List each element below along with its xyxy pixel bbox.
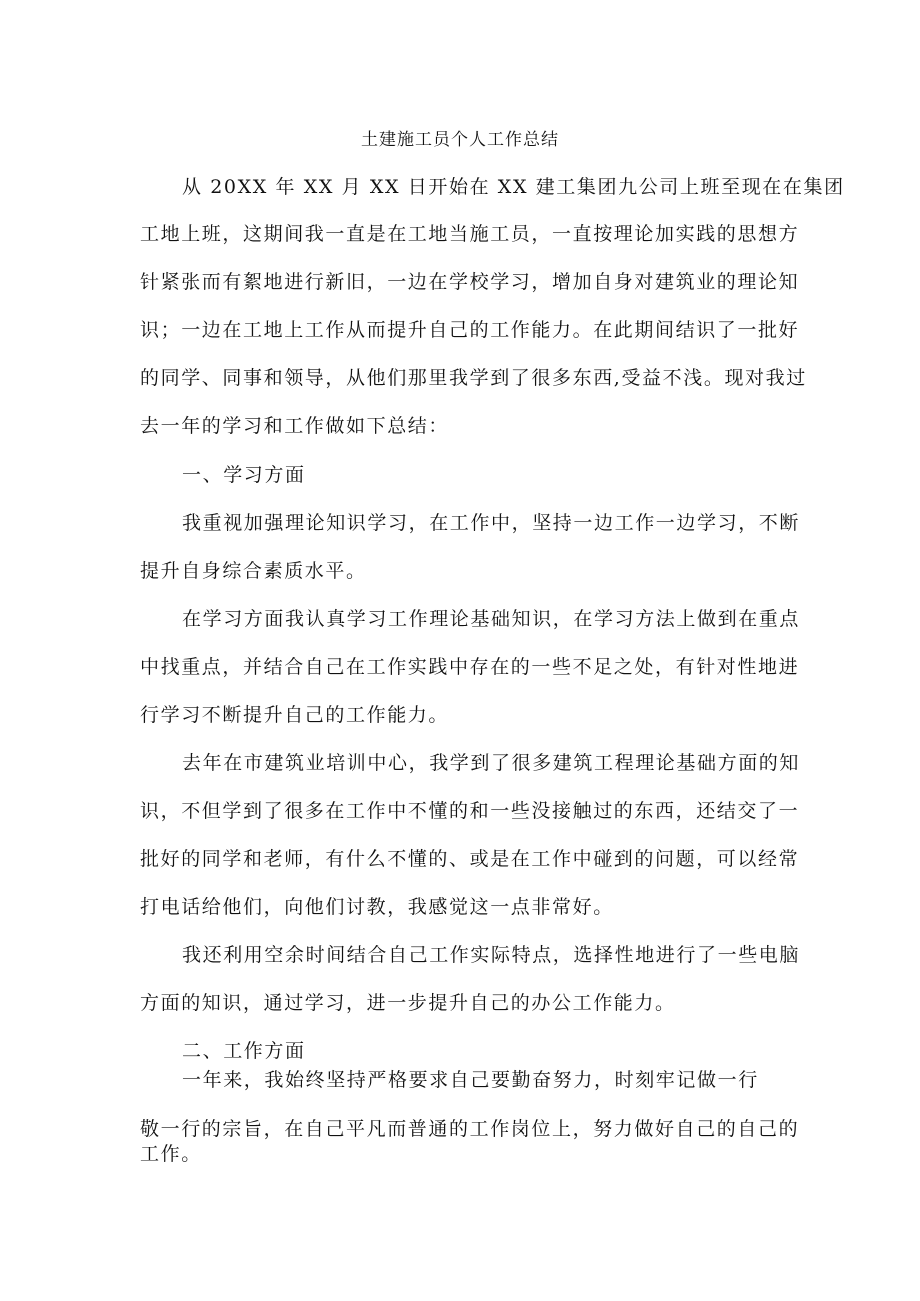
paragraph-line: 去一年的学习和工作做如下总结： — [140, 415, 450, 437]
paragraph-line: 工作。 — [140, 1143, 202, 1165]
section-heading: 二、工作方面 — [182, 1040, 306, 1062]
paragraph-line: 我还利用空余时间结合自己工作实际特点，选择性地进行了一些电脑 — [182, 944, 801, 966]
paragraph-line: 识，不但学到了很多在工作中不懂的和一些没接触过的东西，还结交了一 — [140, 800, 800, 822]
paragraph-line: 去年在市建筑业培训中心，我学到了很多建筑工程理论基础方面的知 — [182, 752, 801, 774]
paragraph-line: 提升自身综合素质水平。 — [140, 560, 367, 582]
paragraph-line: 批好的同学和老师，有什么不懂的、或是在工作中碰到的问题，可以经常 — [140, 848, 800, 870]
paragraph-line: 敬一行的宗旨，在自己平凡而普通的工作岗位上，努力做好自己的自己的 — [140, 1118, 800, 1140]
document-title: 土建施工员个人工作总结 — [361, 130, 559, 150]
paragraph-line: 工地上班，这期间我一直是在工地当施工员，一直按理论加实践的思想方 — [140, 223, 800, 245]
paragraph-line: 针紧张而有絮地进行新旧，一边在学校学习，增加自身对建筑业的理论知 — [140, 271, 800, 293]
paragraph-line: 在学习方面我认真学习工作理论基础知识，在学习方法上做到在重点 — [182, 608, 801, 630]
paragraph-line: 中找重点，并结合自己在工作实践中存在的一些不足之处，有针对性地进 — [140, 656, 800, 678]
paragraph-line: 方面的知识，通过学习，进一步提升自己的办公工作能力。 — [140, 992, 676, 1014]
paragraph-line: 打电话给他们，向他们讨教，我感觉这一点非常好。 — [140, 896, 614, 918]
paragraph-line: 的同学、同事和领导，从他们那里我学到了很多东西,受益不浅。现对我过 — [140, 367, 807, 389]
paragraph-line: 识；一边在工地上工作从而提升自己的工作能力。在此期间结识了一批好 — [140, 319, 800, 341]
paragraph-line: 从 20XX 年 XX 月 XX 日开始在 XX 建工集团九公司上班至现在在集团 — [182, 176, 845, 198]
section-heading: 一、学习方面 — [182, 464, 306, 486]
paragraph-line: 行学习不断提升自己的工作能力。 — [140, 704, 450, 726]
paragraph-line: 我重视加强理论知识学习，在工作中，坚持一边工作一边学习，不断 — [182, 512, 801, 534]
paragraph-line: 一年来，我始终坚持严格要求自己要勤奋努力，时刻牢记做一行 — [182, 1069, 759, 1091]
